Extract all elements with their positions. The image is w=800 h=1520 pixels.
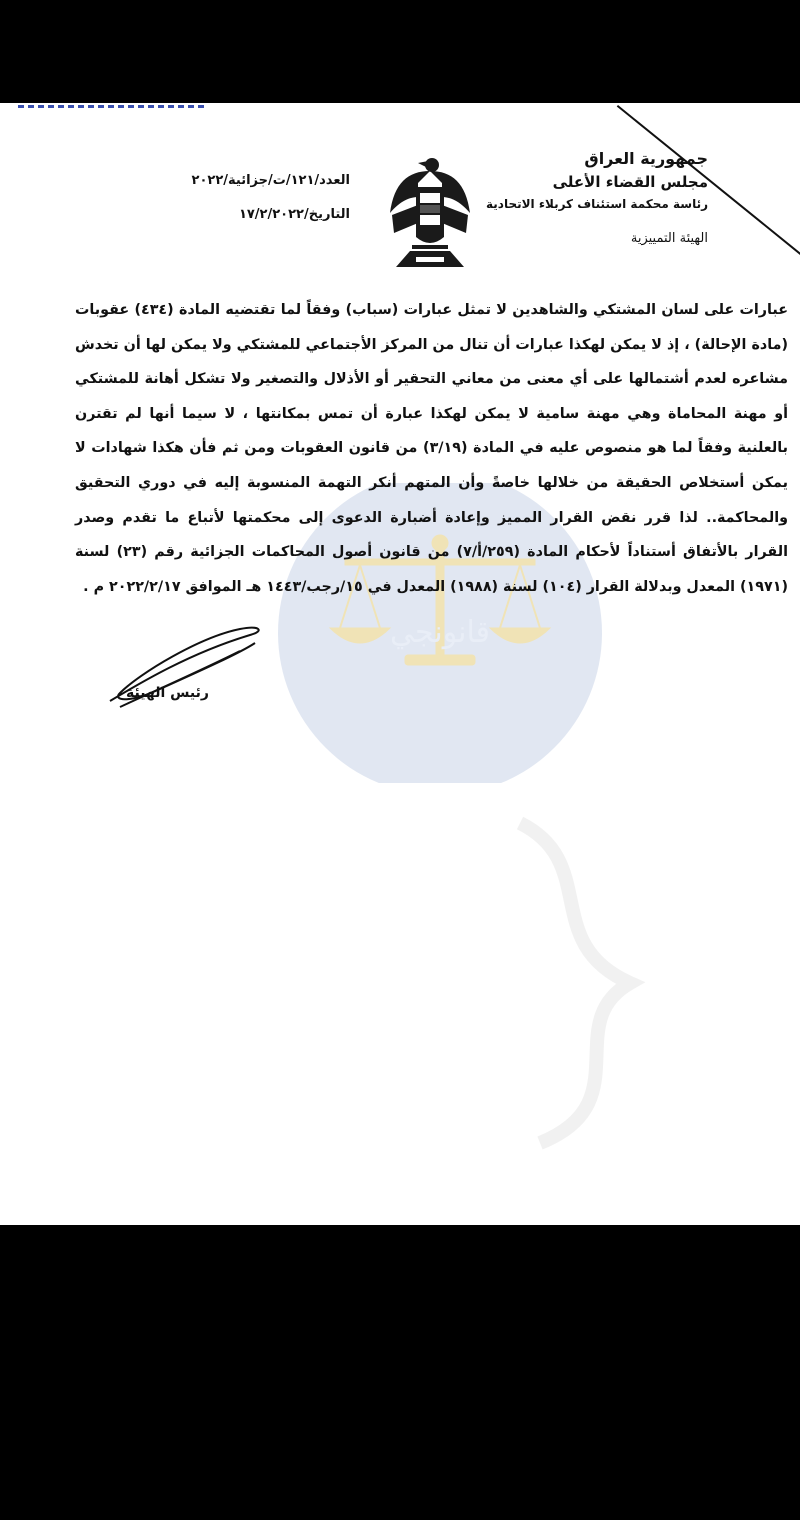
header-council: مجلس القضاء الأعلى [552,173,708,191]
reference-block [180,173,350,241]
reference-date: التاريخ/١٧/٢/٢٠٢٢ [238,207,350,222]
signature-label: رئيس الهيئة [126,685,209,701]
decision-paragraph: عبارات على لسان المشتكي والشاهدين لا تمثل عبارات (سباب) وفقاً لما تقتضيه المادة (٤٣٤) عقوبات (مادة الإحالة) ، إذ لا يمكن لهكذا عبارات أن تنال من المركز الأجتماعي للمشتكي ولا يمكن لها أن تخدش مشاعره لعدم أشتمالها على أي معنى من معاني التحقير أو الأذلال والتصغير ولا تشكل أهانة للمشتكي أو مهنة المحاماة وهي مهنة سامية لا يمكن لهكذا عبارة أن تمس بمكانتها ، لا سيما أنها لم تقترن بالعلنية وفقاً لما هو منصوص عليه في المادة (٣/١٩) من قانون العقوبات ومن ثم فأن هكذا شهادات لا يمكن أستخلاص الحقيقة من خلالها خاصةً وأن المتهم أنكر التهمة المنسوبة إليه في دوري التحقيق والمحاكمة.. لذا قرر نقض القرار المميز وإعادة أضبارة الدعوى إلى محكمتها لأتباع ما تقدم وصدر القرار بالأتفاق أستناداً لأحكام المادة (٢٥٩/أ/٧) من قانون أصول المحاكمات الجزائية رقم (٢٣) لسنة (١٩٧١) المعدل وبدلالة القرار (١٠٤) لسنة (١٩٨٨) المعدل في ١٥/رجب/١٤٤٣ هـ الموافق ٢٠٢٢/٢/١٧ م . [75,302,789,595]
document-page [0,103,800,1225]
faded-background-script [480,803,680,1163]
reference-number: العدد/١٢١/ت/جزائية/٢٠٢٢ [191,173,350,188]
institution-header [468,149,708,253]
iraq-eagle-emblem-icon [388,153,472,271]
header-panel: الهيئة التمييزية [630,231,708,246]
scan-edge-line [18,105,208,108]
decision-body [75,293,788,604]
header-court: رئاسة محكمة استئناف كربلاء الاتحادية [486,197,708,211]
header-country: جمهورية العراق [584,149,708,168]
watermark-text: قانونجي [389,615,491,650]
